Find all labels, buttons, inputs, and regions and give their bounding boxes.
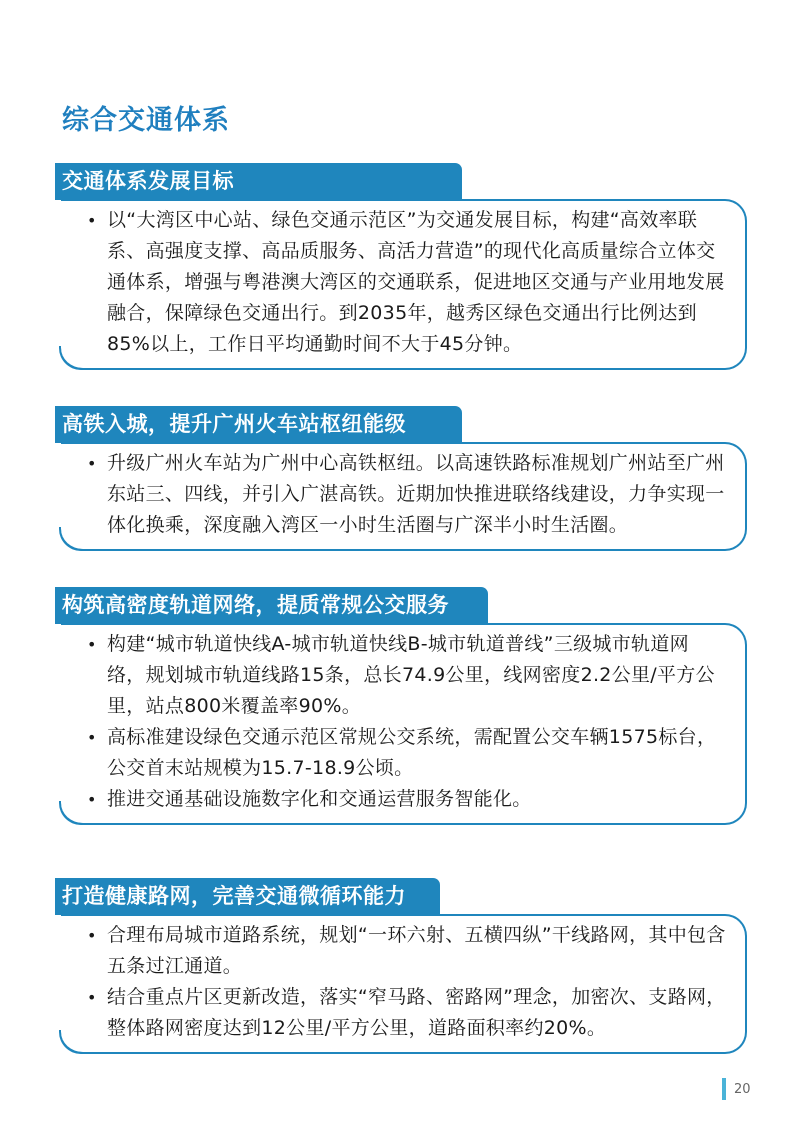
page-number-text: 20 — [734, 1081, 751, 1097]
list-item: • 以“大湾区中心站、绿色交通示范区”为交通发展目标，构建“高效率联系、高强度支撑、高品质服务、高活力营造”的现代化高质量综合立体交通体系，增强与粤港澳大湾区的交通联系，促进地区交通与产业用地发展融合，保障绿色交通出行。到2035年，越秀区绿色交通出行比例达到85%以上，工作日平均通勤时间不大于45分钟。 — [87, 205, 727, 360]
list-item: • 结合重点片区更新改造，落实“窄马路、密路网”理念，加密次、支路网，整体路网密度达到12公里/平方公里，道路面积率约20%。 — [87, 982, 727, 1044]
section-header: 构筑高密度轨道网络，提质常规公交服务 — [55, 587, 488, 624]
list-item: • 推进交通基础设施数字化和交通运营服务智能化。 — [87, 784, 727, 815]
bullet-list — [87, 448, 727, 541]
bullet-icon: • — [87, 635, 97, 654]
section-card — [61, 199, 747, 370]
page-number — [722, 1078, 751, 1100]
page-title: 综合交通体系 — [62, 105, 230, 136]
bullet-icon: • — [87, 211, 97, 230]
section-rail-network — [55, 587, 747, 825]
section-header: 高铁入城，提升广州火车站枢纽能级 — [55, 406, 462, 443]
bullet-list — [87, 920, 727, 1044]
bullet-list — [87, 629, 727, 815]
list-item: • 高标准建设绿色交通示范区常规公交系统，需配置公交车辆1575标台，公交首末站规模为15.7-18.9公顷。 — [87, 722, 727, 784]
bullet-icon: • — [87, 728, 97, 747]
page-number-bar — [722, 1078, 726, 1100]
section-card — [61, 442, 747, 551]
section-header: 打造健康路网，完善交通微循环能力 — [55, 878, 440, 915]
list-item: • 升级广州火车站为广州中心高铁枢纽。以高速铁路标准规划广州站至广州东站三、四线，并引入广湛高铁。近期加快推进联络线建设，力争实现一体化换乘，深度融入湾区一小时生活圈与广深半小时生活圈。 — [87, 448, 727, 541]
bullet-icon: • — [87, 454, 97, 473]
section-development-goals — [55, 163, 747, 370]
section-card — [61, 623, 747, 825]
section-header: 交通体系发展目标 — [55, 163, 462, 200]
section-road-network — [55, 878, 747, 1054]
bullet-icon: • — [87, 926, 97, 945]
list-item: • 构建“城市轨道快线A-城市轨道快线B-城市轨道普线”三级城市轨道网络，规划城市轨道线路15条，总长74.9公里，线网密度2.2公里/平方公里，站点800米覆盖率90%。 — [87, 629, 727, 722]
bullet-icon: • — [87, 790, 97, 809]
list-item: • 合理布局城市道路系统，规划“一环六射、五横四纵”干线路网，其中包含五条过江通道。 — [87, 920, 727, 982]
bullet-list — [87, 205, 727, 360]
section-card — [61, 914, 747, 1054]
bullet-icon: • — [87, 988, 97, 1007]
section-high-speed-rail — [55, 406, 747, 551]
